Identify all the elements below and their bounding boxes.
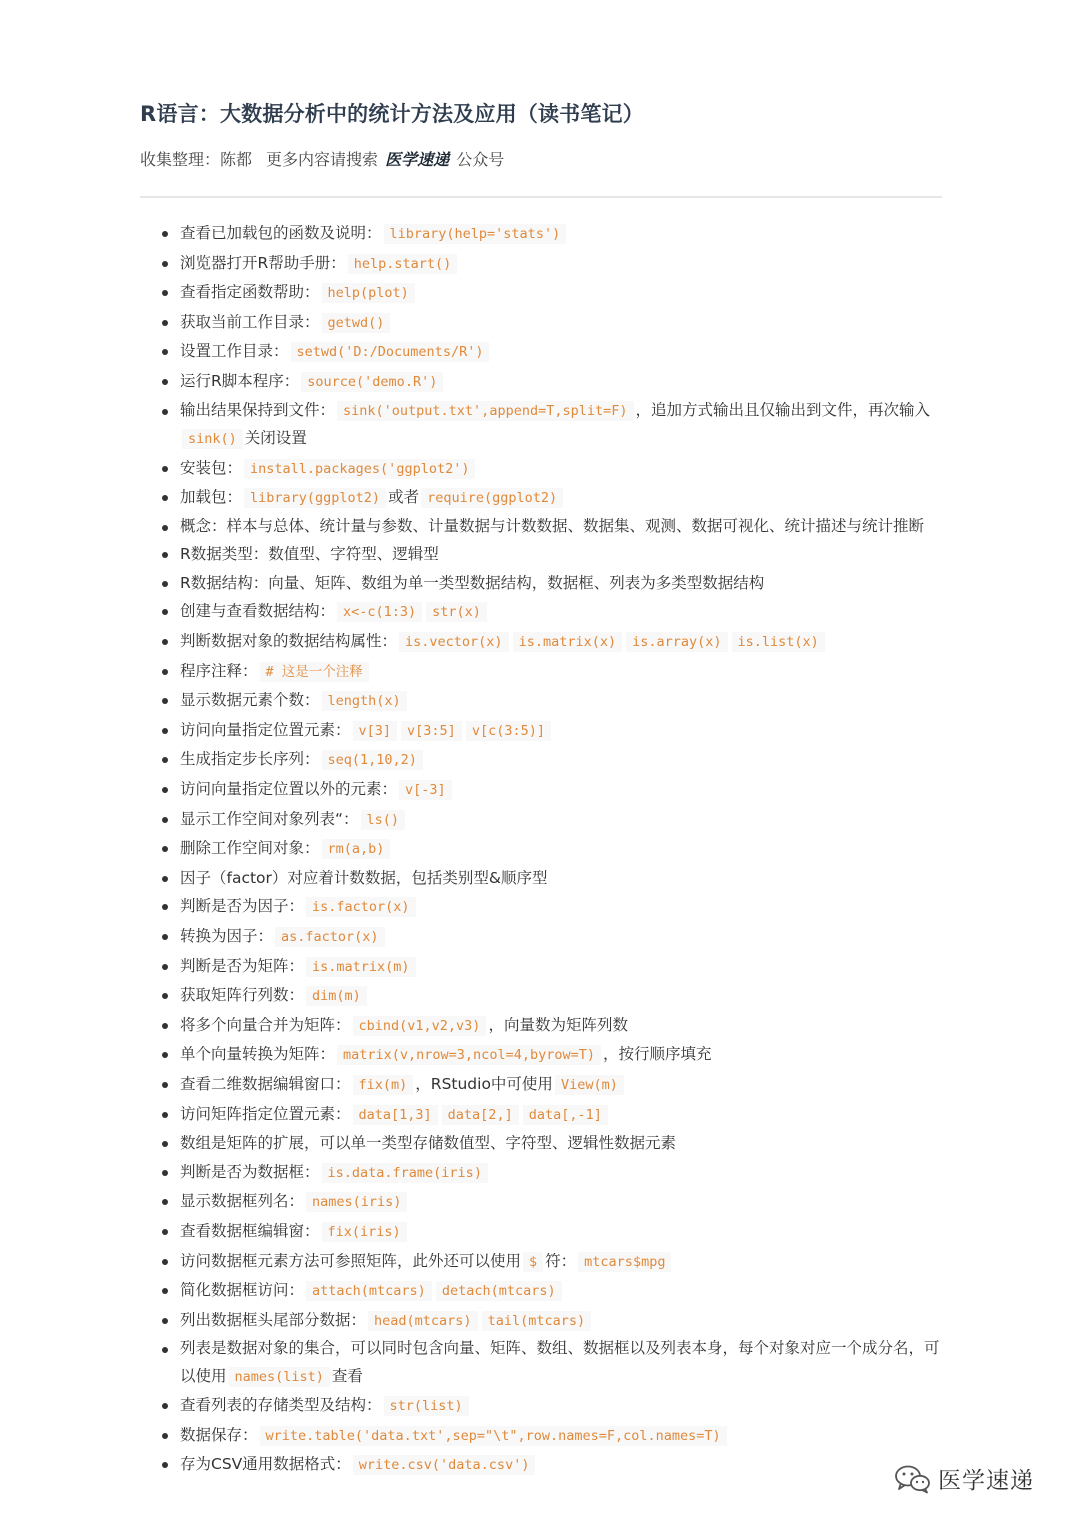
item-text: 单个向量转换为矩阵： (180, 1045, 336, 1064)
code-snippet: is.factor(x) (306, 897, 416, 917)
code-snippet: tail(mtcars) (482, 1311, 592, 1331)
list-item (180, 745, 942, 775)
list-item (180, 952, 942, 982)
code-snippet: View(m) (555, 1075, 624, 1095)
search-hint: 更多内容请搜索 (266, 150, 379, 169)
item-text: 显示数据元素个数： (180, 691, 320, 710)
list-item (180, 922, 942, 952)
item-text: 显示工作空间对象列表“： (180, 809, 359, 828)
code-snippet: matrix(v,nrow=3,ncol=4,byrow=T) (337, 1045, 601, 1065)
item-text: 获取矩阵行列数： (180, 986, 305, 1005)
item-text: 存为CSV通用数据格式： (180, 1455, 351, 1474)
item-text: 因子（factor）对应着计数数据，包括类别型&顺序型 (180, 868, 548, 887)
subtitle (140, 147, 504, 170)
item-text: 数组是矩阵的扩展，可以单一类型存储数值型、字符型、逻辑性数据元素 (180, 1134, 677, 1153)
list-item (180, 1450, 942, 1480)
item-text: 简化数据框访问： (180, 1281, 305, 1300)
item-text: 输出结果保持到文件： (180, 400, 336, 419)
item-text: 关闭设置 (244, 429, 307, 448)
item-text: 数据保存： (180, 1425, 258, 1444)
code-snippet: sink() (182, 429, 243, 449)
list-item (180, 1129, 942, 1158)
item-text: 查看已加载包的函数及说明： (180, 224, 382, 242)
item-text: R数据结构：向量、矩阵、数组为单一类型数据结构，数据框、列表为多类型数据结构 (180, 573, 765, 592)
item-text: 查看二维数据编辑窗口： (180, 1074, 351, 1093)
list-item (180, 1158, 942, 1188)
code-snippet: install.packages('ggplot2') (244, 459, 475, 479)
item-text: 删除工作空间对象： (180, 839, 320, 858)
list-item (180, 397, 942, 454)
list-item (180, 1276, 942, 1306)
item-text: 访问向量指定位置以外的元素： (180, 780, 398, 798)
item-text: 符： (545, 1251, 577, 1270)
list-item (180, 1247, 942, 1277)
code-snippet: mtcars$mpg (578, 1252, 671, 1272)
code-snippet: names(list) (229, 1367, 330, 1387)
code-snippet: attach(mtcars) (306, 1281, 432, 1301)
list-item (180, 454, 942, 484)
code-snippet: v[-3] (399, 780, 452, 800)
page-title: R语言：大数据分析中的统计方法及应用（读书笔记） (140, 102, 644, 126)
code-snippet: dim(m) (306, 986, 367, 1006)
item-text: 转换为因子： (180, 926, 274, 945)
code-snippet: v[c(3:5)] (466, 721, 551, 741)
list-item (180, 597, 942, 627)
list-item (180, 337, 942, 367)
item-text: 查看 (331, 1366, 363, 1385)
item-text: 将多个向量合并为矩阵： (180, 1015, 351, 1034)
item-text: R数据类型：数值型、字符型、逻辑型 (180, 545, 439, 564)
code-snippet: require(ggplot2) (421, 488, 563, 508)
watermark (894, 1462, 1034, 1495)
list-item (180, 569, 942, 598)
item-text: 程序注释： (180, 661, 258, 680)
list-item (180, 981, 942, 1011)
item-text: 获取当前工作目录： (180, 312, 320, 331)
code-snippet: is.matrix(m) (306, 957, 416, 977)
code-snippet: getwd() (322, 313, 391, 333)
item-text: 查看列表的存储类型及结构： (180, 1396, 382, 1415)
list-item (180, 1011, 942, 1041)
list-item (180, 1391, 942, 1421)
code-snippet: rm(a,b) (322, 839, 391, 859)
list-item (180, 864, 942, 893)
item-text: 安装包： (180, 458, 243, 477)
item-text: 判断是否为因子： (180, 897, 305, 916)
code-snippet: cbind(v1,v2,v3) (353, 1016, 487, 1036)
account-suffix: 公众号 (456, 150, 505, 169)
item-text: 生成指定步长序列： (180, 750, 320, 769)
item-text: 设置工作目录： (180, 342, 289, 361)
code-snippet: $ (523, 1252, 543, 1272)
code-snippet: seq(1,10,2) (322, 750, 423, 770)
code-snippet: names(iris) (306, 1192, 407, 1212)
item-text: ，向量数为矩阵列数 (488, 1015, 628, 1034)
list-item (180, 1040, 942, 1070)
list-item (180, 308, 942, 338)
list-item (180, 483, 942, 513)
list-item (180, 1217, 942, 1247)
code-snippet: data[2,] (442, 1105, 519, 1125)
list-item (180, 219, 942, 249)
code-snippet: data[1,3] (353, 1105, 438, 1125)
list-item (180, 1335, 942, 1391)
item-text: 访问向量指定位置元素： (180, 720, 351, 739)
code-snippet: ls() (361, 810, 406, 830)
code-snippet: is.array(x) (626, 632, 727, 652)
list-item (180, 1187, 942, 1217)
list-item (180, 1306, 942, 1336)
code-snippet: data[,-1] (523, 1105, 608, 1125)
list-item (180, 805, 942, 835)
item-text: 判断是否为矩阵： (180, 956, 305, 975)
list-item (180, 1100, 942, 1130)
item-text: 显示数据框列名： (180, 1192, 305, 1211)
code-snippet: sink('output.txt',append=T,split=F) (337, 401, 633, 421)
code-snippet: detach(mtcars) (436, 1281, 562, 1301)
code-snippet: is.data.frame(iris) (322, 1163, 488, 1183)
list-item (180, 278, 942, 308)
list-item (180, 540, 942, 569)
divider (140, 196, 942, 198)
brand-name: 医学速递 (385, 150, 450, 169)
code-snippet: v[3:5] (401, 721, 462, 741)
code-snippet: help.start() (348, 254, 458, 274)
code-snippet: is.matrix(x) (513, 632, 623, 652)
item-text: 浏览器打开R帮助手册： (180, 253, 346, 272)
list-item (180, 834, 942, 864)
code-snippet: fix(iris) (322, 1222, 407, 1242)
code-snippet: x<-c(1:3) (337, 602, 422, 622)
code-snippet: str(x) (426, 602, 487, 622)
item-text: 判断数据对象的数据结构属性： (180, 632, 398, 651)
item-text: 查看数据框编辑窗： (180, 1221, 320, 1240)
list-item (180, 249, 942, 279)
item-text: 运行R脚本程序： (180, 371, 300, 390)
code-snippet: fix(m) (353, 1075, 414, 1095)
item-text: ，追加方式输出且仅输出到文件，再次输入 (635, 400, 931, 419)
list-item (180, 513, 942, 541)
author-credit: 收集整理：陈都 (140, 150, 253, 169)
code-snippet: length(x) (322, 691, 407, 711)
code-snippet: library(help='stats') (384, 224, 567, 244)
code-snippet: write.csv('data.csv') (353, 1455, 536, 1475)
code-snippet: head(mtcars) (368, 1311, 478, 1331)
code-snippet: v[3] (353, 721, 398, 741)
code-snippet: setwd('D:/Documents/R') (291, 342, 490, 362)
item-text: 判断是否为数据框： (180, 1162, 320, 1181)
item-text: 列出数据框头尾部分数据： (180, 1310, 367, 1329)
watermark-text: 医学速递 (938, 1468, 1034, 1494)
list-item (180, 627, 942, 657)
item-text: 查看指定函数帮助： (180, 283, 320, 302)
item-text: 创建与查看数据结构： (180, 602, 336, 621)
list-item (180, 716, 942, 746)
code-snippet: source('demo.R') (301, 372, 443, 392)
code-snippet: library(ggplot2) (244, 488, 386, 508)
code-snippet: # 这是一个注释 (260, 662, 369, 682)
item-text: 或者 (388, 488, 420, 507)
list-item (180, 657, 942, 687)
wechat-icon (894, 1464, 932, 1494)
item-text: 访问数据框元素方法可参照矩阵，此外还可以使用 (180, 1251, 522, 1270)
code-snippet: write.table('data.txt',sep="\t",row.names=F,col.names=T) (260, 1426, 727, 1446)
code-snippet: as.factor(x) (275, 927, 385, 947)
code-snippet: is.vector(x) (399, 632, 509, 652)
list-item (180, 775, 942, 805)
list-item (180, 1070, 942, 1100)
list-item (180, 892, 942, 922)
item-text: ，RStudio中可使用 (415, 1074, 553, 1093)
list-item (180, 1421, 942, 1451)
item-text: ，按行顺序填充 (602, 1045, 712, 1064)
item-text: 加载包： (180, 488, 243, 507)
code-snippet: str(list) (384, 1396, 469, 1416)
code-snippet: is.list(x) (732, 632, 825, 652)
item-text: 访问矩阵指定位置元素： (180, 1104, 351, 1123)
list-item (180, 367, 942, 397)
notes-list (140, 219, 942, 1480)
item-text: 概念：样本与总体、统计量与参数、计量数据与计数数据、数据集、观测、数据可视化、统计描述与统计推断 (180, 516, 925, 535)
item-text: 列表是数据对象的集合，可以同时包含向量、矩阵、数组、数据框以及列表本身，每个对象对应一个成分名，可以使用 (180, 1339, 940, 1385)
code-snippet: help(plot) (322, 283, 415, 303)
list-item (180, 686, 942, 716)
